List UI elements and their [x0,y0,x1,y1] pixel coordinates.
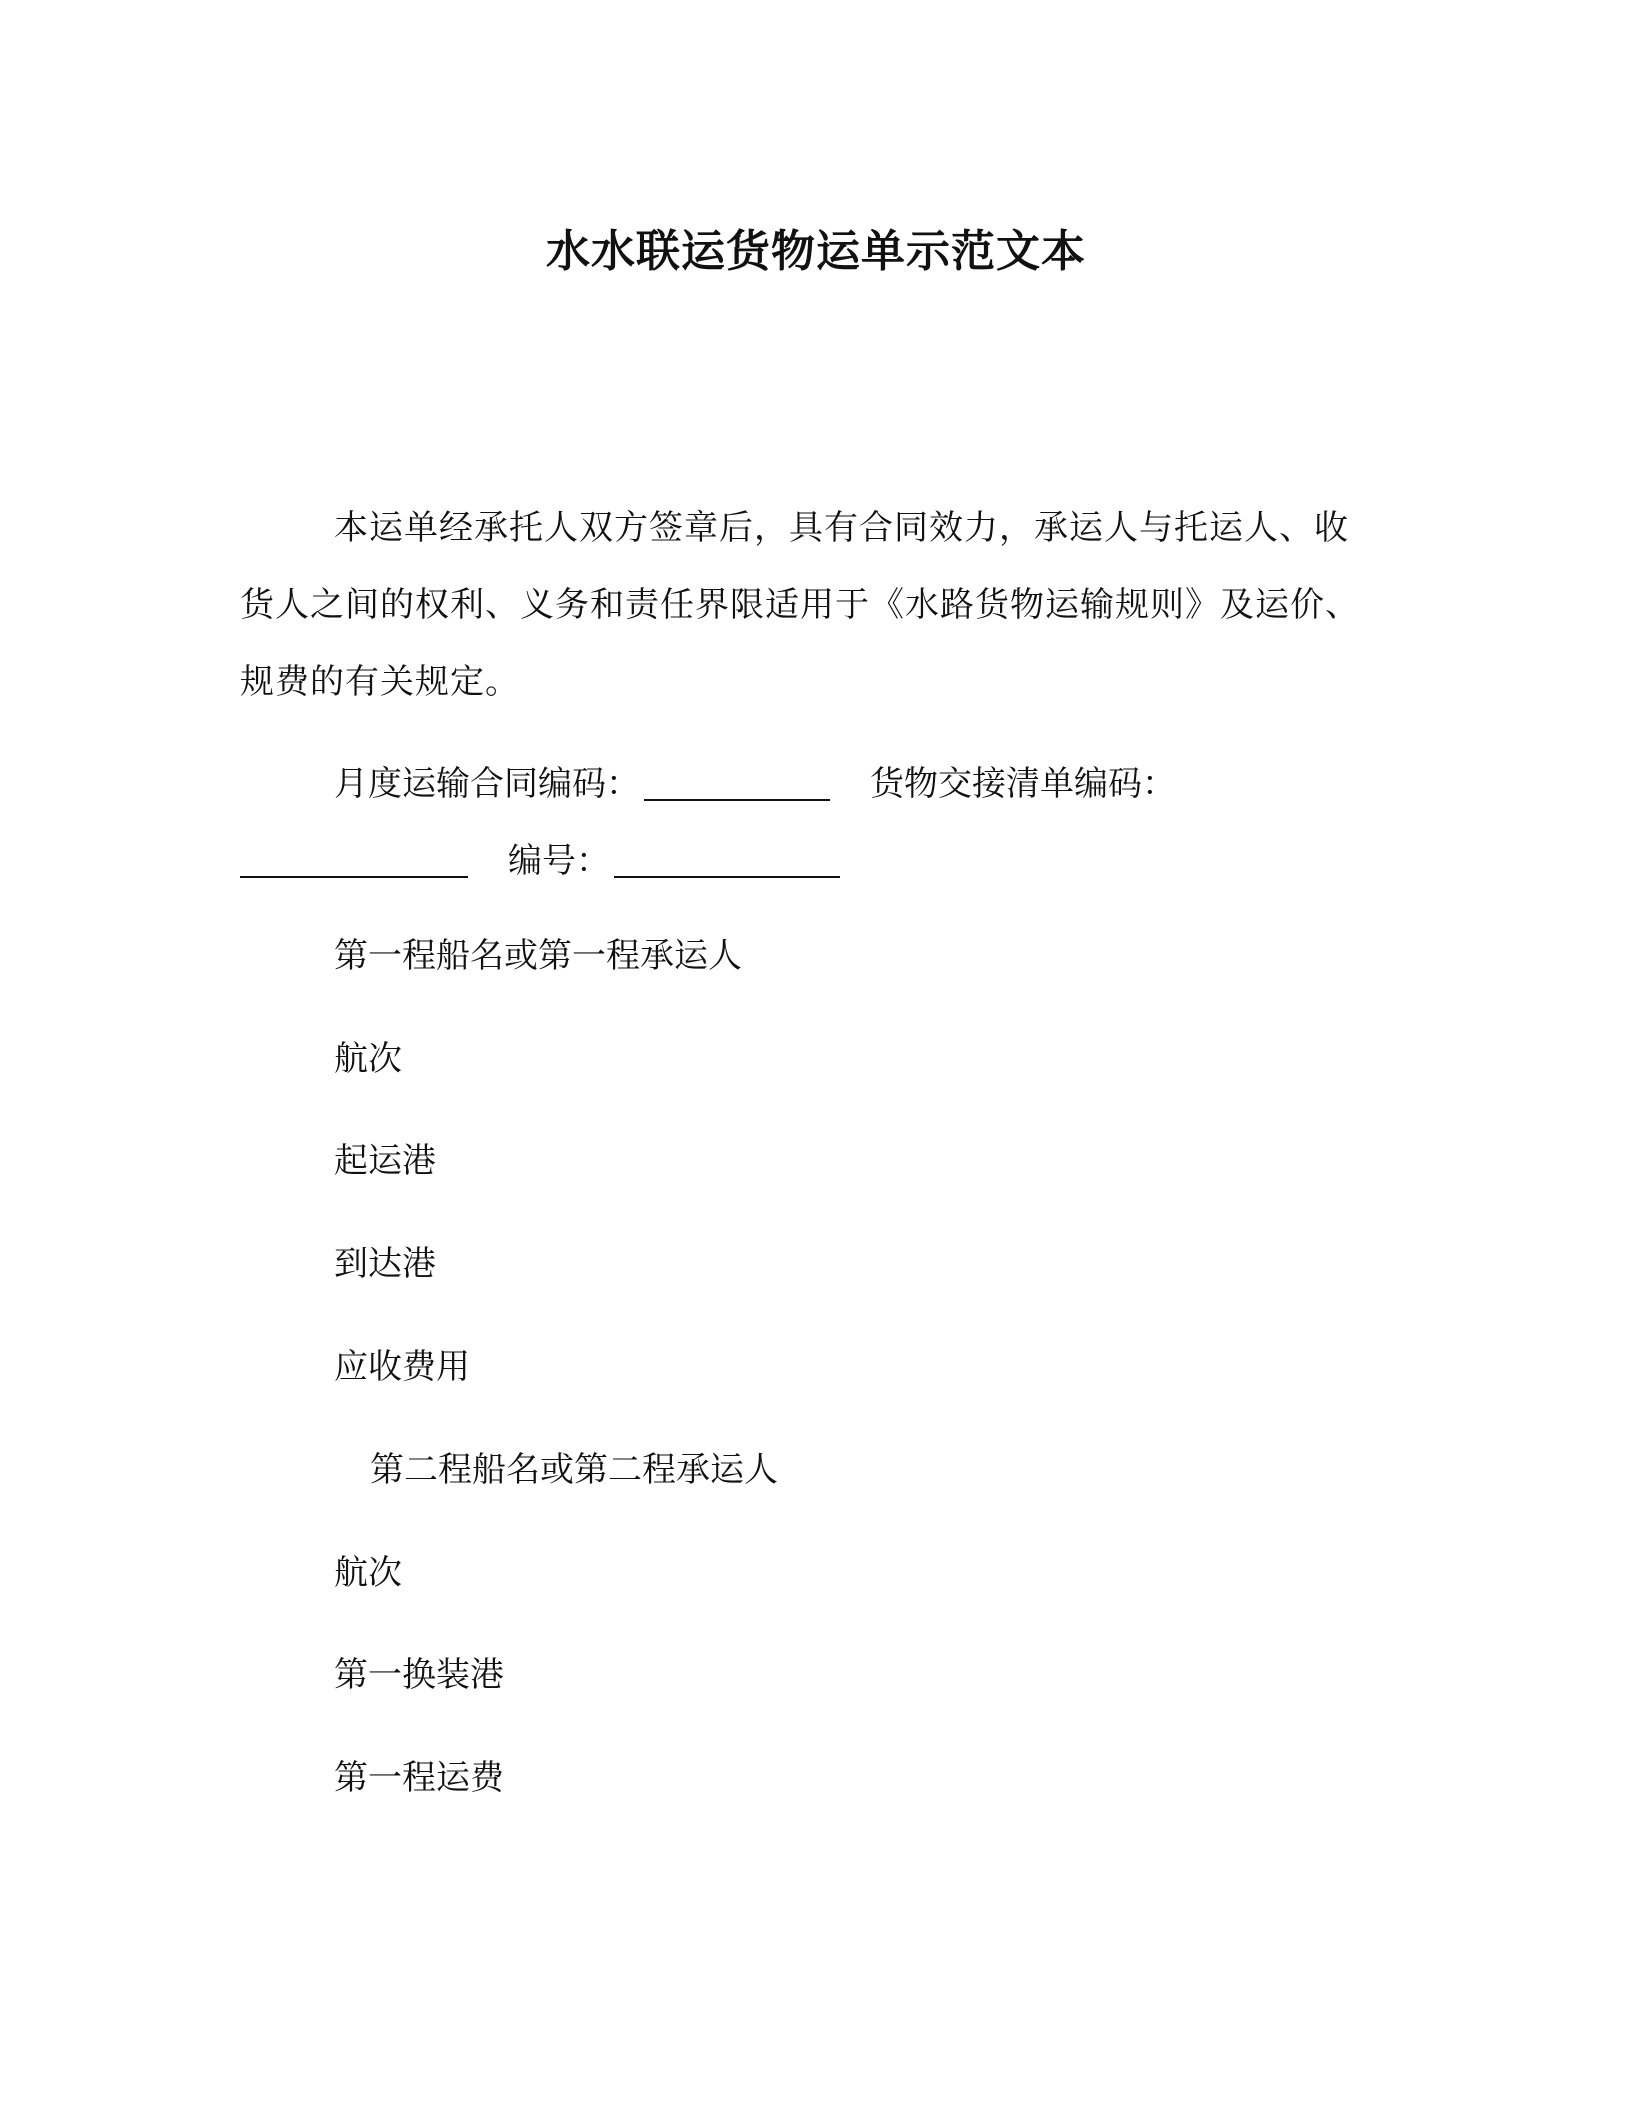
code-fields [240,746,1360,900]
item-first-transshipment-port: 第一换装港 [334,1655,504,1695]
item-voyage-2: 航次 [334,1553,402,1593]
monthly-contract-code-blank[interactable] [644,765,830,801]
handover-list-code-blank[interactable] [240,842,468,878]
item-first-leg-freight: 第一程运费 [334,1758,504,1798]
item-charges-receivable: 应收费用 [334,1347,470,1387]
item-port-of-departure: 起运港 [334,1141,436,1181]
handover-list-code-label: 货物交接清单编码： [870,764,1176,804]
item-voyage-1: 航次 [334,1039,402,1079]
number-blank[interactable] [614,842,840,878]
intro-paragraph: 本运单经承托人双方签章后，具有合同效力，承运人与托运人、收货人之间的权利、义务和责任界限适用于《水路货物运输规则》及运价、规费的有关规定。 [240,508,1360,702]
number-label: 编号： [508,841,610,881]
monthly-contract-code-label: 月度运输合同编码： [334,764,640,804]
code-fields-second-line [240,823,1360,900]
item-second-leg-vessel: 第二程船名或第二程承运人 [370,1450,778,1490]
item-port-of-arrival: 到达港 [334,1244,436,1284]
item-first-leg-vessel: 第一程船名或第一程承运人 [334,936,742,976]
document-title: 水水联运货物运单示范文本 [546,226,1086,277]
